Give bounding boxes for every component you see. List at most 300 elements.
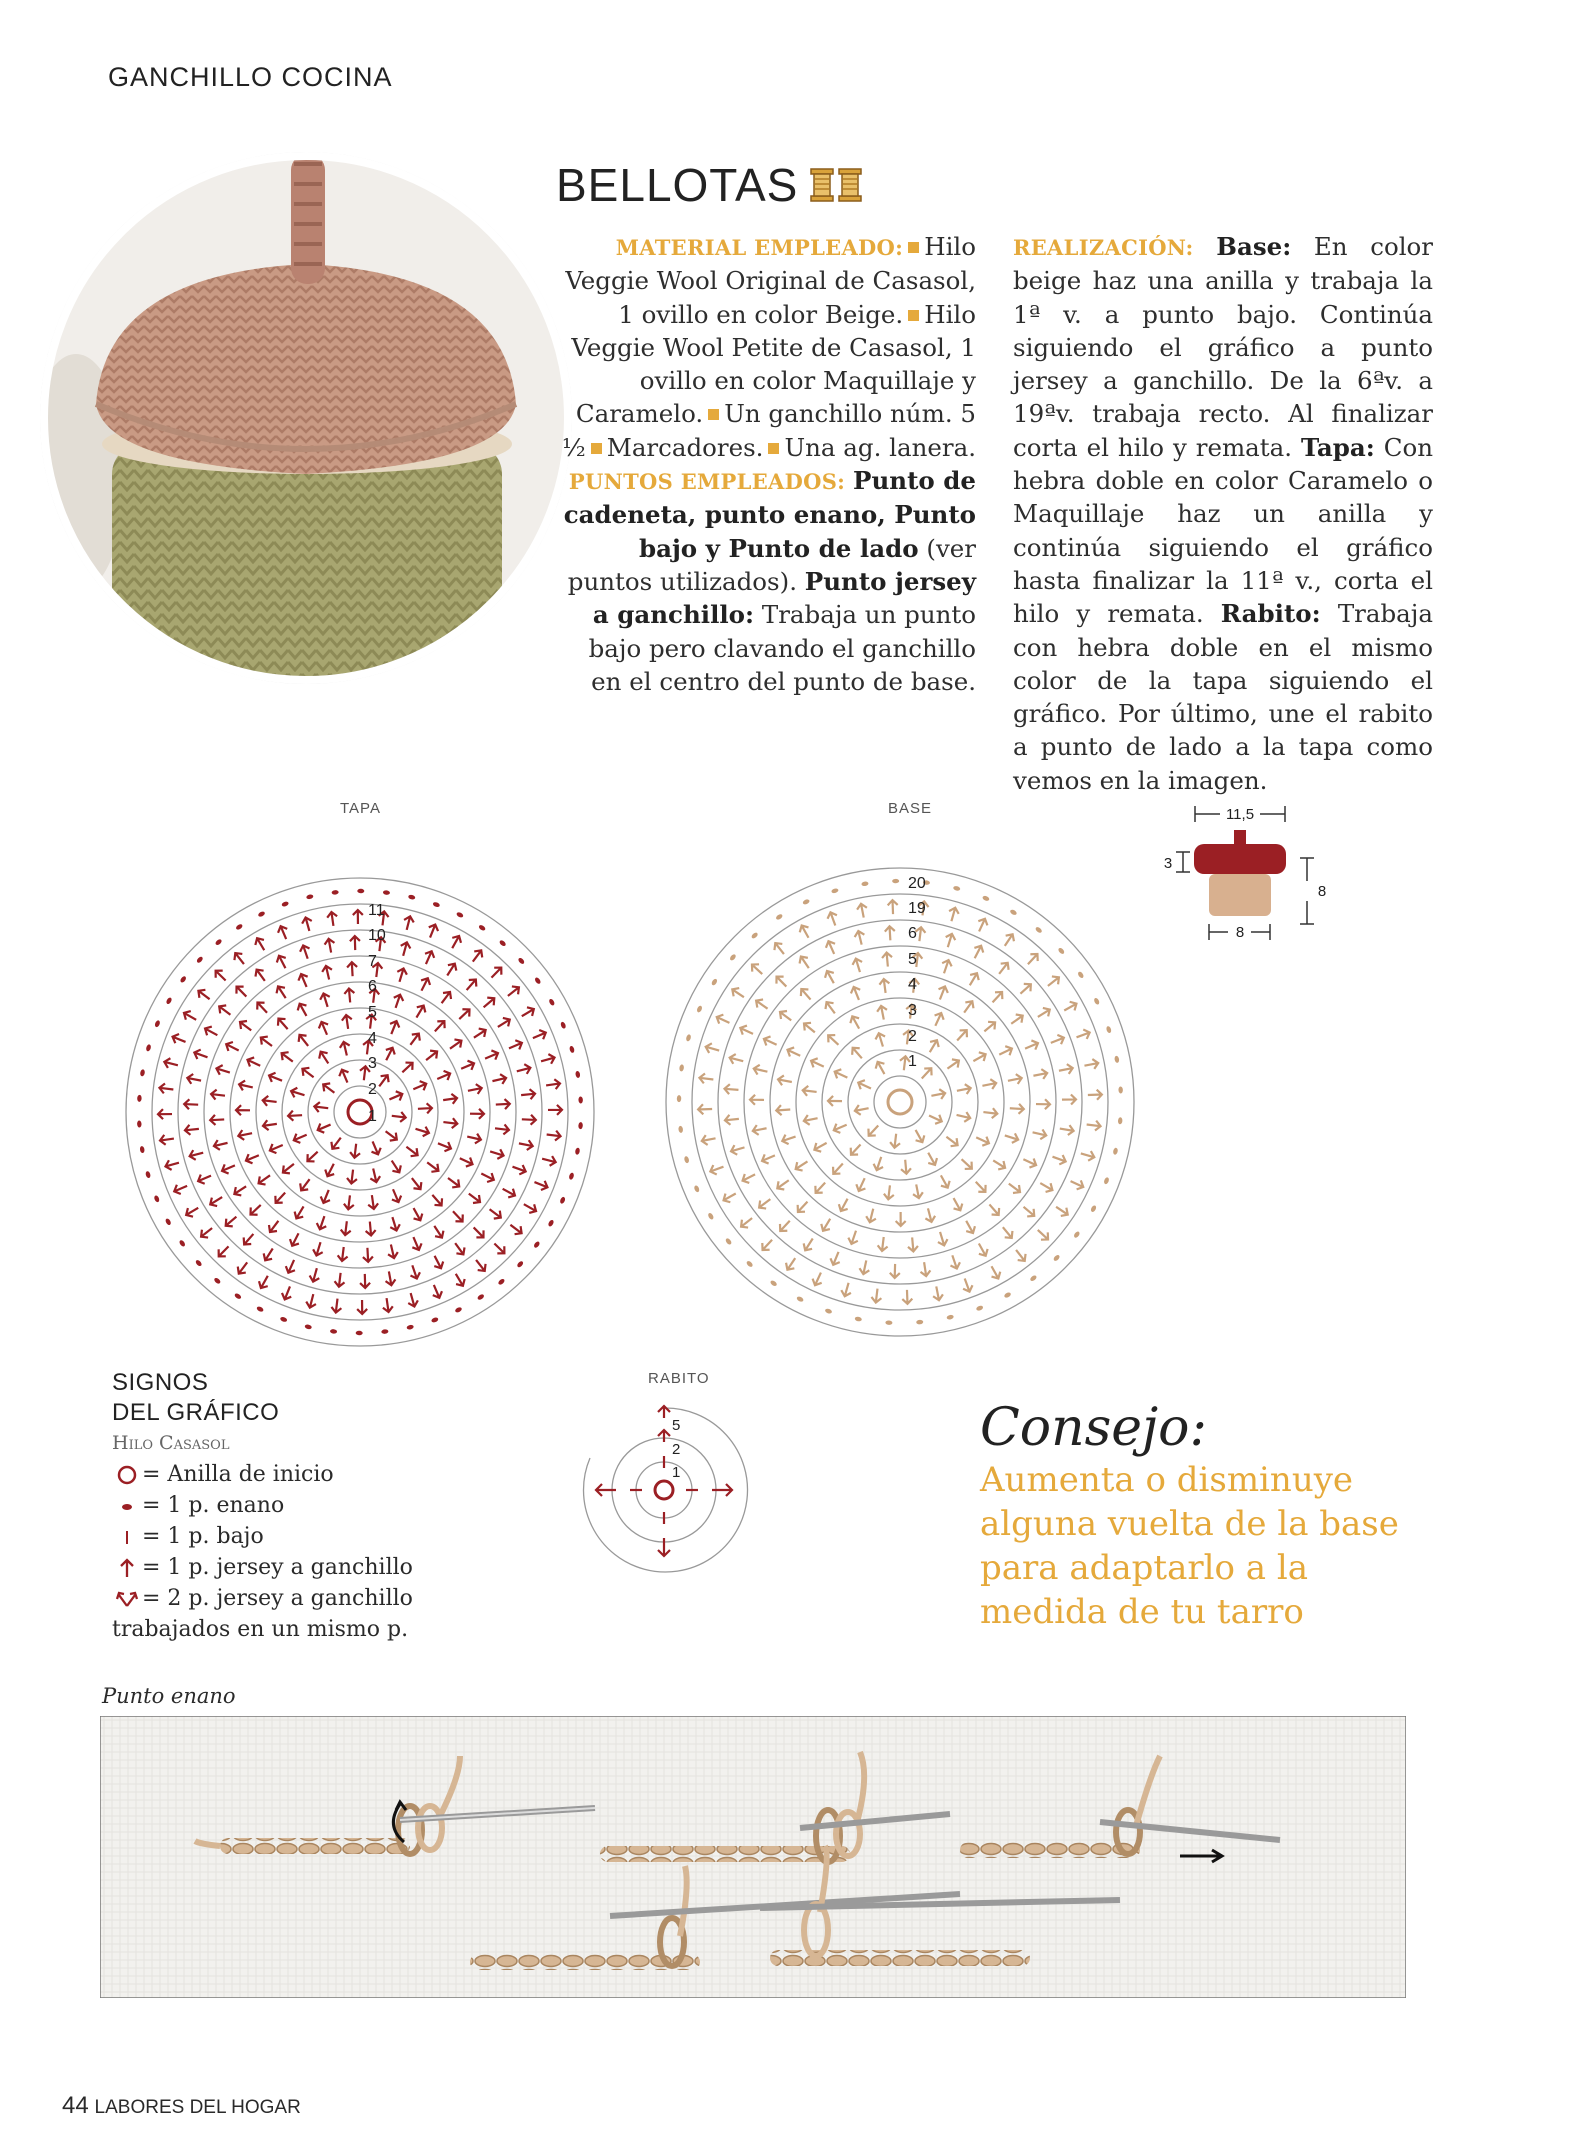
jersey-stitch-mark <box>871 1289 881 1303</box>
jersey-stitch-mark <box>942 960 951 973</box>
slip-stitch-mark <box>153 1195 160 1203</box>
jersey-stitch-mark <box>386 1271 396 1285</box>
jersey-stitch-mark <box>984 1022 995 1032</box>
jersey-stitch-mark <box>888 900 898 914</box>
jersey-stitch-mark <box>521 1089 535 1099</box>
jersey-stitch-mark <box>325 1164 334 1176</box>
jersey-stitch-mark <box>302 1068 313 1077</box>
jersey-stitch-mark <box>295 1206 304 1218</box>
jersey-stitch-mark <box>270 1144 283 1153</box>
jersey-stitch-mark <box>236 1105 250 1115</box>
slip-stitch-mark <box>137 1095 142 1102</box>
slip-stitch-mark <box>802 898 810 905</box>
jersey-stitch-mark <box>485 1050 498 1059</box>
legend-subtitle: Hilo Casasol <box>112 1432 230 1454</box>
slip-stitch-mark <box>685 1034 691 1042</box>
tapa-bold: Tapa: <box>1300 432 1375 462</box>
bullet-square-icon <box>591 443 602 454</box>
jersey-stitch-mark <box>394 995 403 1008</box>
slip-stitch-mark <box>831 888 839 894</box>
slip-stitch-mark <box>330 1329 337 1334</box>
slip-stitch-mark <box>145 1044 151 1052</box>
slip-stitch-mark <box>711 978 718 986</box>
jersey-stitch-mark <box>494 1243 504 1253</box>
jersey-stitch-mark <box>884 1185 894 1199</box>
jersey-stitch-mark <box>922 1068 932 1078</box>
jersey-stitch-mark <box>459 1009 469 1019</box>
jersey-stitch-mark <box>185 1125 199 1135</box>
jersey-stitch-mark <box>920 1262 930 1276</box>
jersey-stitch-mark <box>198 1175 211 1184</box>
slip-stitch-mark <box>432 901 440 908</box>
jersey-stitch-mark <box>699 1073 713 1083</box>
jersey-stitch-mark <box>962 1159 972 1169</box>
jersey-stitch-mark <box>298 974 307 987</box>
jersey-bold: Punto jersey a ganchillo: <box>592 566 976 630</box>
jersey-stitch-mark <box>750 1095 764 1105</box>
jersey-stitch-mark <box>762 1154 775 1163</box>
slip-stitch-mark <box>454 1306 462 1313</box>
instructions-column <box>1013 230 1433 797</box>
jersey-stitch-mark <box>764 1036 777 1045</box>
magazine-name: LABORES DEL HOGAR <box>94 2097 301 2118</box>
jersey-stitch-mark <box>724 1194 736 1203</box>
jersey-stitch-mark <box>547 1131 561 1141</box>
slip-stitch-mark <box>885 1320 892 1325</box>
slip-stitch-mark <box>677 1095 682 1102</box>
jersey-stitch-mark <box>392 1189 401 1202</box>
base-round-1: 1 <box>908 1053 917 1070</box>
jersey-stitch-mark <box>498 1018 510 1027</box>
jersey-stitch-mark <box>490 1149 503 1159</box>
rabito-chart <box>560 1388 790 1588</box>
chart-ring <box>282 1034 438 1190</box>
spool-icon <box>808 167 866 203</box>
jersey-stitch-mark <box>290 1233 299 1245</box>
jersey-stitch-mark <box>534 1181 547 1190</box>
chart-ring <box>334 1086 386 1138</box>
jersey-stitch-mark <box>325 939 335 953</box>
slip-stitch-mark <box>1113 1147 1119 1155</box>
jersey-stitch-mark <box>314 1102 328 1112</box>
jersey-stitch-mark <box>331 1138 340 1149</box>
jersey-stitch-mark <box>492 1074 506 1084</box>
jersey-stitch-mark <box>174 1185 187 1194</box>
jersey-stitch-mark <box>801 989 811 1000</box>
jersey-stitch-mark <box>983 1108 997 1118</box>
jersey-stitch-mark <box>800 957 809 969</box>
slip-stitch-mark <box>408 894 416 900</box>
jersey-stitch-mark <box>344 988 354 1002</box>
jersey-stitch-mark <box>830 1252 839 1265</box>
jersey-stitch-mark <box>390 1021 399 1034</box>
jersey-stitch-mark <box>205 1027 217 1036</box>
measure-top: 11,5 <box>1225 806 1255 823</box>
slip-stitch-mark <box>304 1324 312 1330</box>
jersey-stitch-mark <box>294 1134 307 1143</box>
slip-stitch-mark <box>770 1280 778 1288</box>
jersey-stitch-mark <box>238 1130 252 1140</box>
jersey-stitch-mark <box>798 1202 808 1212</box>
base-round-4: 4 <box>908 976 917 993</box>
jersey-stitch-mark <box>173 1034 186 1043</box>
jersey-stitch-mark <box>947 1059 958 1068</box>
rabito-round-5: 5 <box>672 1417 681 1434</box>
rabito-chart-label: RABITO <box>648 1370 710 1387</box>
jersey-stitch-mark <box>306 1294 316 1308</box>
jersey-stitch-mark <box>255 938 264 950</box>
jersey-stitch-mark <box>469 1194 480 1203</box>
jersey-stitch-mark <box>524 1204 536 1213</box>
jersey-stitch-mark <box>211 1090 225 1100</box>
bullet-square-icon <box>708 409 719 420</box>
chart-ring <box>666 868 1134 1336</box>
jersey-stitch-mark <box>933 1286 943 1300</box>
base-round-3: 3 <box>908 1002 917 1019</box>
slip-stitch-mark <box>729 953 737 961</box>
slip-stitch-mark <box>154 1020 161 1028</box>
legend-item <box>112 1490 512 1521</box>
jersey-stitch-mark <box>288 1111 302 1121</box>
jersey-stitch-mark <box>467 1134 481 1144</box>
jersey-stitch-mark <box>702 1135 716 1145</box>
jersey-stitch-mark <box>973 1052 985 1061</box>
slip-stitch-mark <box>696 1005 703 1013</box>
slip-stitch-mark <box>1114 1056 1120 1064</box>
ring-icon <box>888 1090 912 1114</box>
jersey-stitch-mark <box>408 1293 418 1306</box>
jersey-stitch-mark <box>363 1248 373 1262</box>
jersey-stitch-mark <box>839 1199 848 1211</box>
slip-stitch-mark <box>356 1331 363 1335</box>
jersey-stitch-mark <box>1005 934 1014 946</box>
jersey-stitch-mark <box>825 1002 834 1013</box>
jersey-stitch-mark <box>410 1034 419 1045</box>
jersey-stitch-mark <box>401 942 411 955</box>
jersey-stitch-mark <box>474 1227 484 1237</box>
measure-bottom: 8 <box>1235 924 1245 941</box>
slip-stitch-mark <box>575 1071 581 1079</box>
slip-stitch-mark <box>679 1064 684 1072</box>
slip-stitch-mark <box>477 1293 485 1301</box>
slip-stitch-tutorial <box>100 1716 1406 1998</box>
chart-ring <box>126 878 594 1346</box>
slip-stitch-mark <box>547 1219 554 1227</box>
jersey-stitch-mark <box>1062 1094 1076 1104</box>
slip-stitch-mark <box>499 939 507 947</box>
slip-stitch-mark <box>165 997 172 1005</box>
jersey-stitch-mark <box>828 1035 838 1045</box>
rabito-text: Trabaja con hebra doble en el mismo color de la tapa siguiendo el gráfico. Por último, une el rabito a punto de lado a la tapa como vemos en la imagen. <box>1013 599 1433 795</box>
jersey-stitch-mark <box>780 1011 791 1020</box>
jersey-stitch-mark <box>216 1065 229 1075</box>
jersey-stitch-mark <box>930 1040 939 1052</box>
jersey-stitch-mark <box>412 1237 421 1250</box>
slip-stitch-mark <box>331 890 338 895</box>
jersey-stitch-mark <box>1010 1104 1024 1114</box>
legend-item <box>112 1521 512 1552</box>
jersey-stitch-mark <box>803 1086 817 1096</box>
slip-stitch-mark <box>916 1320 923 1325</box>
chart-ring <box>718 920 1082 1284</box>
jersey-stitch-mark <box>226 1042 238 1051</box>
jersey-stitch-mark <box>322 966 332 980</box>
slip-stitch-mark <box>892 879 899 884</box>
jersey-stitch-mark <box>392 1161 401 1173</box>
jersey-stitch-mark <box>432 1195 442 1206</box>
jersey-stitch-mark <box>989 1204 999 1215</box>
slip-stitch-mark <box>214 938 222 946</box>
slip-stitch-mark <box>854 1316 862 1322</box>
slip-stitch-mark <box>179 975 187 983</box>
slip-stitch-mark <box>824 1308 832 1314</box>
jersey-stitch-mark <box>443 1094 457 1104</box>
jersey-stitch-mark <box>800 926 809 938</box>
material-item-3: Un ganchillo núm. 5 ½ <box>561 399 976 462</box>
slip-stitch-mark <box>725 1237 733 1245</box>
jersey-stitch-mark <box>251 1205 261 1215</box>
jersey-stitch-mark <box>804 1238 813 1250</box>
jersey-stitch-mark <box>1064 1002 1076 1011</box>
jersey-stitch-mark <box>372 1141 381 1154</box>
measure-cap-height: 3 <box>1163 855 1173 872</box>
slip-stitch-mark <box>1103 1177 1110 1185</box>
jersey-stitch-mark <box>416 1127 429 1137</box>
material-item-5: Una ag. lanera. <box>784 432 976 462</box>
chart-ring <box>308 1060 412 1164</box>
legend-text: = 2 p. jersey a ganchillo <box>142 1586 413 1611</box>
jersey-stitch-mark <box>307 1152 317 1162</box>
jersey-stitch-mark <box>236 987 246 997</box>
jersey-stitch-mark <box>443 1118 457 1128</box>
tip-box <box>980 1398 1440 1634</box>
jersey-stitch-mark <box>481 1173 493 1182</box>
jersey-stitch-mark <box>473 950 482 961</box>
jersey-stitch-mark <box>908 1237 918 1251</box>
slip-stitch-mark <box>1106 1026 1112 1034</box>
slip-stitch-mark <box>165 1218 172 1226</box>
slip-stitch-mark <box>578 1122 583 1129</box>
slip-stitch-mark <box>568 1172 574 1180</box>
jersey-stitch-mark <box>828 1096 842 1106</box>
rabito-bold: Rabito: <box>1220 599 1321 629</box>
jersey-stitch-mark <box>158 1109 172 1119</box>
jersey-stitch-mark <box>277 986 286 998</box>
jersey-stitch-mark <box>1056 1207 1068 1216</box>
slip-stitch-mark <box>796 1296 804 1303</box>
jersey-stitch-mark <box>1081 1151 1094 1161</box>
slip-stitch-mark <box>861 881 869 886</box>
jersey-stitch-mark <box>187 1074 201 1084</box>
jersey-stitch-mark <box>928 1153 937 1165</box>
jersey-stitch-mark <box>210 1197 222 1206</box>
slip-stitch-mark <box>953 885 961 891</box>
jersey-stitch-mark <box>929 1115 942 1124</box>
jersey-stitch-mark <box>724 1084 738 1094</box>
jersey-stitch-mark <box>238 1262 247 1273</box>
slip-stitch-mark <box>281 901 289 908</box>
chart-ring <box>230 982 490 1242</box>
jersey-stitch-mark <box>184 1099 198 1109</box>
chart-ring <box>848 1050 952 1154</box>
jersey-stitch-mark <box>490 1209 501 1218</box>
jersey-stitch-mark <box>825 971 834 983</box>
jersey-stitch-mark <box>879 979 889 993</box>
jersey-stitch-mark <box>954 1198 963 1210</box>
jersey-stitch-mark <box>780 1221 790 1231</box>
jersey-stitch-mark <box>1087 1121 1101 1131</box>
jersey-stitch-mark <box>541 1054 554 1064</box>
realizacion-label: REALIZACIÓN: <box>1013 235 1194 260</box>
jersey-stitch-mark <box>339 1070 348 1083</box>
jersey-stitch-mark <box>762 1240 772 1250</box>
chart-ring <box>152 904 568 1320</box>
jersey-stitch-mark <box>406 1147 417 1156</box>
jersey-stitch-mark <box>882 953 892 967</box>
jersey-stitch-mark <box>957 1112 971 1122</box>
jersey-stitch-mark <box>214 1140 228 1150</box>
legend-text: = 1 p. jersey a ganchillo <box>142 1555 413 1580</box>
jersey-stitch-mark <box>1040 1183 1052 1192</box>
jersey-stitch-mark <box>402 1063 412 1073</box>
jersey-stitch-mark <box>368 1195 378 1209</box>
jersey-stitch-mark <box>313 1242 323 1255</box>
jersey-stitch-mark <box>517 1064 531 1074</box>
slip-stitch-mark <box>516 1260 524 1268</box>
jersey-stitch-mark <box>184 1011 196 1020</box>
tapa-round-6: 6 <box>368 978 377 995</box>
jersey-stitch-mark <box>786 1258 795 1270</box>
slip-stitch-mark <box>1057 947 1065 955</box>
chart-ring <box>874 1076 926 1128</box>
legend-item <box>112 1459 512 1490</box>
jersey-stitch-mark <box>310 1268 320 1281</box>
jersey-stitch-mark <box>412 1178 421 1189</box>
jersey-stitch-mark <box>470 1109 484 1119</box>
jersey-stitch-mark <box>323 1083 334 1092</box>
slip-stitch-mark <box>431 1317 439 1324</box>
section-header: GANCHILLO COCINA <box>108 62 393 92</box>
jersey-stitch-mark <box>941 1175 950 1187</box>
jersey-stitch-mark <box>732 988 744 997</box>
jersey-stitch-mark <box>855 1105 869 1115</box>
jersey-stitch-mark <box>319 1022 328 1035</box>
jersey-stitch-mark <box>438 1142 451 1151</box>
legend-text: = 1 p. enano <box>142 1493 285 1518</box>
jersey-stitch-mark <box>379 1075 388 1086</box>
slip-stitch-mark <box>751 932 759 940</box>
jersey-stitch-mark <box>1038 1230 1048 1240</box>
jersey-stitch-mark <box>1084 1059 1098 1069</box>
jersey-stitch-mark <box>435 1021 445 1031</box>
chart-ring <box>256 1008 464 1216</box>
slip-stitch-mark <box>559 1196 566 1204</box>
jersey-stitch-mark <box>219 1246 229 1256</box>
tip-heading: Consejo: <box>980 1398 1207 1458</box>
jersey-stitch-mark <box>512 1165 525 1174</box>
jersey-stitch-mark <box>834 1124 847 1133</box>
jersey-stitch-mark <box>452 936 461 948</box>
jersey-stitch-mark <box>159 1083 173 1093</box>
jersey-stitch-mark <box>860 1260 870 1274</box>
jersey-stitch-mark <box>447 964 456 976</box>
jersey-stitch-mark <box>300 1179 309 1190</box>
chart-ring <box>822 1024 978 1180</box>
jersey-stitch-mark <box>286 1260 295 1273</box>
jersey-stitch-mark <box>939 986 948 999</box>
jersey-stitch-mark <box>261 1037 272 1046</box>
jersey-stitch-mark <box>278 926 287 939</box>
jersey-stitch-mark <box>456 1274 465 1286</box>
tapa-text: Con hebra doble en color Caramelo o Maquillaje haz un anilla y continúa siguiendo el gráfico hasta finalizar la 11ª v., corta el hilo y remata. <box>1013 432 1433 629</box>
slip-stitch-mark <box>1073 1230 1081 1238</box>
slip-stitch-mark <box>497 1278 505 1286</box>
jersey-stitch-mark <box>495 1124 509 1134</box>
jersey-stitch-mark <box>259 1276 268 1288</box>
jersey-stitch-mark <box>874 1157 883 1170</box>
jersey-stitch-mark <box>1038 1008 1050 1017</box>
slip-stitch-mark <box>1029 1274 1037 1282</box>
jersey-stitch-mark <box>1048 976 1059 985</box>
jersey-stitch-mark <box>752 964 762 974</box>
legend-item <box>112 1552 512 1583</box>
material-item-2: Hilo Veggie Wool Petite de Casasol, 1 ovillo en color Maquillaje y Caramelo. <box>571 299 976 429</box>
jersey-stitch-mark <box>496 1099 510 1109</box>
bullet-square-icon <box>908 242 919 253</box>
jersey-stitch-mark <box>1059 1064 1073 1074</box>
jersey-stitch-mark <box>234 1186 246 1195</box>
jersey-stitch-mark <box>321 1190 330 1203</box>
legend-text: = Anilla de inicio <box>142 1462 334 1487</box>
jersey-stitch-mark <box>796 1161 808 1170</box>
jersey-stitch-mark <box>263 1096 277 1106</box>
jersey-stitch-mark <box>338 1247 348 1261</box>
slip-stitch-mark <box>982 895 990 902</box>
jersey-stitch-mark <box>885 926 895 940</box>
jersey-stitch-mark <box>788 1047 801 1056</box>
jersey-stitch-mark <box>826 941 835 954</box>
jersey-stitch-mark <box>877 1006 887 1020</box>
jersey-stitch-mark <box>999 963 1008 974</box>
jersey-stitch-mark <box>1005 1133 1018 1143</box>
jersey-stitch-mark <box>1009 1184 1020 1193</box>
jersey-stitch-mark <box>426 1051 437 1060</box>
slip-stitch-mark <box>195 1259 203 1267</box>
jersey-stitch-mark <box>841 1283 851 1296</box>
jersey-stitch-mark <box>291 1088 304 1098</box>
jersey-stitch-mark <box>410 1265 419 1278</box>
jersey-stitch-mark <box>710 1165 723 1174</box>
jersey-stitch-mark <box>429 925 438 938</box>
jersey-stitch-mark <box>756 999 767 1008</box>
jersey-stitch-mark <box>993 1160 1005 1169</box>
jersey-stitch-mark <box>974 946 983 958</box>
jersey-stitch-mark <box>963 1279 972 1292</box>
jersey-stitch-mark <box>388 1244 398 1258</box>
bullet-square-icon <box>908 310 919 321</box>
jersey-stitch-mark <box>730 1054 744 1064</box>
jersey-stitch-mark <box>255 970 264 981</box>
tapa-round-5: 5 <box>368 1004 377 1021</box>
legend-title-2: DEL GRÁFICO <box>112 1399 280 1426</box>
jersey-stitch-mark <box>1033 1129 1047 1139</box>
jersey-stitch-mark <box>186 1208 198 1217</box>
rabito-round-1: 1 <box>672 1464 681 1481</box>
jersey-stitch-mark <box>234 953 243 964</box>
jersey-stitch-mark <box>264 1248 273 1260</box>
jersey-stitch-mark <box>390 1217 400 1230</box>
jersey-stitch-mark <box>239 1081 253 1091</box>
